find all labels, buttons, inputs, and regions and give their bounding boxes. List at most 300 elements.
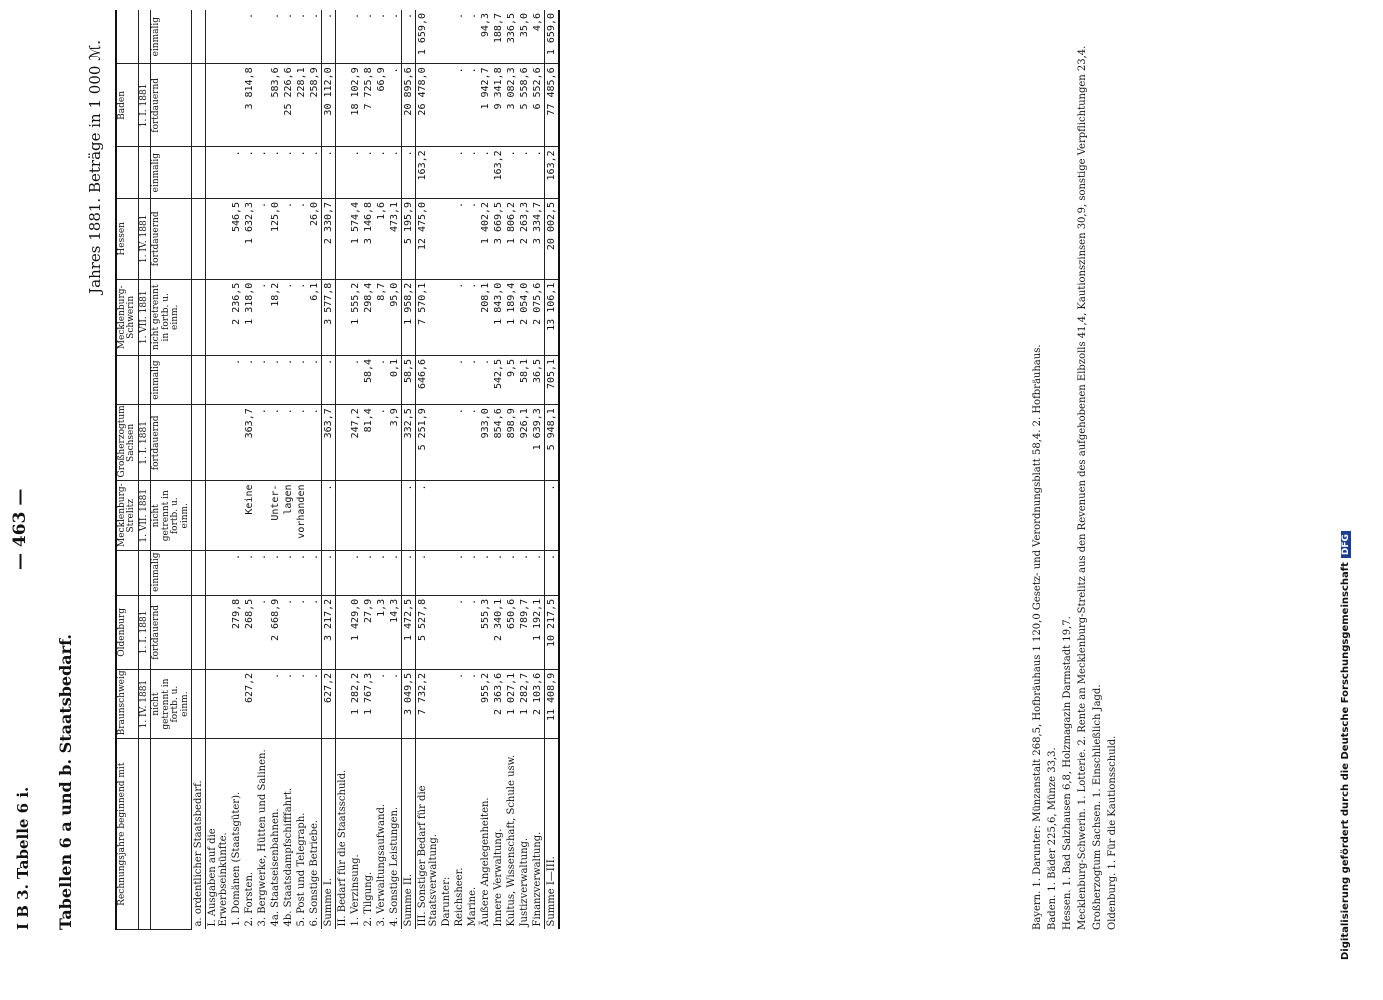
table-cell: .: [256, 355, 269, 404]
table-cell: 279,8: [230, 595, 243, 669]
table-cell: .: [479, 147, 492, 199]
table-cell: 26 478,0: [416, 64, 441, 147]
table-cell: .: [349, 10, 362, 64]
table-row: [453, 10, 466, 930]
table-cell: 18,2: [269, 279, 282, 355]
table-cell: 1,3: [375, 595, 388, 669]
table-cell: 95,0: [388, 279, 402, 355]
table-cell: .: [505, 147, 518, 199]
table-cell: 163,2: [416, 147, 441, 199]
table-cell: .: [282, 10, 295, 64]
table-cell: [192, 551, 206, 596]
table-cell: .: [388, 147, 402, 199]
table-cell: [256, 481, 269, 551]
column-header: Oldenburg: [116, 595, 138, 669]
table-cell: .: [256, 405, 269, 481]
column-header: Mecklenburg-Schwerin: [116, 279, 138, 355]
column-header: Großherzogtum Sachsen: [116, 405, 138, 481]
table-cell: 14,3: [388, 595, 402, 669]
row-label: Marine.: [467, 886, 479, 927]
table-cell: .: [545, 481, 560, 551]
column-date: [138, 355, 150, 404]
table-cell: [206, 551, 231, 596]
table-cell: 2 236,5: [230, 279, 243, 355]
table-cell: lagen: [282, 481, 295, 551]
table-cell: 12 475,0: [416, 198, 441, 279]
table-cell: [492, 481, 505, 551]
table-cell: 4,6: [531, 10, 545, 64]
table-cell: [206, 669, 231, 739]
table-cell: 208,1: [479, 279, 492, 355]
row-label: 4a. Staatseisenbahnen.: [270, 808, 282, 927]
row-label: Summe I.: [322, 739, 336, 930]
table-cell: 58,5: [402, 355, 416, 404]
table-cell: [308, 481, 322, 551]
table-row: [295, 10, 308, 930]
table-reference: I B 3. Tabelle 6 i.: [14, 786, 32, 930]
table-cell: 1 843,0: [492, 279, 505, 355]
table-cell: 2 075,6: [531, 279, 545, 355]
table-cell: 3 814,8: [243, 64, 256, 147]
table-cell: 163,2: [545, 147, 560, 199]
table-cell: .: [479, 551, 492, 596]
table-cell: [192, 198, 206, 279]
table-cell: 1 659,0: [545, 10, 560, 64]
table-cell: 30 112,0: [322, 64, 336, 147]
table-cell: 473,1: [388, 198, 402, 279]
table-cell: .: [479, 355, 492, 404]
table-cell: 546,5: [230, 198, 243, 279]
table-cell: 542,5: [492, 355, 505, 404]
table-cell: 1 659,0: [416, 10, 441, 64]
row-label: II. Bedarf für die Staatsschuld.: [336, 739, 350, 930]
table-cell: [192, 279, 206, 355]
table-cell: [440, 198, 453, 279]
table-cell: 20 002,5: [545, 198, 560, 279]
column-header: Rechnungsjahre beginnend mit: [116, 739, 138, 930]
column-subheader: einmalig: [151, 551, 192, 596]
table-cell: [440, 481, 453, 551]
table-cell: [336, 669, 350, 739]
table-cell: [206, 405, 231, 481]
table-cell: .: [282, 198, 295, 279]
table-cell: 258,9: [308, 64, 322, 147]
column-subheader: nicht getrennt in fortb. u. einm.: [151, 669, 192, 739]
table-cell: .: [230, 147, 243, 199]
table-cell: [362, 481, 375, 551]
column-date: [138, 147, 150, 199]
table-cell: .: [362, 551, 375, 596]
table-cell: [479, 481, 492, 551]
table-cell: .: [256, 198, 269, 279]
table-cell: .: [269, 10, 282, 64]
table-cell: 1 282,2: [349, 669, 362, 739]
table-cell: .: [282, 551, 295, 596]
table-cell: 20 895,6: [402, 64, 416, 147]
table-cell: 13 106,1: [545, 279, 560, 355]
column-subheader: einmalig: [151, 10, 192, 64]
column-date: 1. IV. 1881: [138, 669, 150, 739]
table-cell: [206, 481, 231, 551]
table-cell: .: [388, 669, 402, 739]
table-cell: .: [453, 405, 466, 481]
table-cell: 1 192,1: [531, 595, 545, 669]
table-cell: 7 570,1: [416, 279, 441, 355]
table-cell: .: [243, 10, 256, 64]
table-cell: .: [322, 551, 336, 596]
table-cell: [336, 595, 350, 669]
table-cell: 363,7: [322, 405, 336, 481]
table-cell: .: [466, 198, 479, 279]
footnote: Baden. 1. Bäder 225,6, Münze 33,3.: [1047, 747, 1058, 930]
table-cell: 705,1: [545, 355, 560, 404]
table-row: [322, 10, 336, 930]
column-date: [138, 10, 150, 64]
table-cell: [375, 481, 388, 551]
table-cell: 955,2: [479, 669, 492, 739]
row-label: Summe II.: [402, 739, 416, 930]
table-cell: 1,6: [375, 198, 388, 279]
table-cell: 247,2: [349, 405, 362, 481]
table-cell: .: [545, 551, 560, 596]
table-cell: 1 767,3: [362, 669, 375, 739]
table-cell: .: [282, 595, 295, 669]
table-cell: .: [375, 355, 388, 404]
table-cell: [206, 279, 231, 355]
table-row: [336, 10, 350, 930]
table-cell: .: [282, 279, 295, 355]
table-row: [479, 10, 492, 930]
table-cell: 627,2: [322, 669, 336, 739]
table-row: [349, 10, 362, 930]
table-cell: 1 958,2: [402, 279, 416, 355]
row-label: Reichsheer.: [454, 867, 466, 927]
table-cell: [230, 481, 243, 551]
table-cell: .: [466, 595, 479, 669]
row-label: Äußere Angelegenheiten.: [480, 797, 492, 927]
table-cell: 3 577,8: [322, 279, 336, 355]
row-label: Kultus, Wissenschaft, Schule usw.: [506, 754, 518, 927]
table-cell: [453, 481, 466, 551]
table-cell: .: [295, 551, 308, 596]
column-subheader: einmalig: [151, 147, 192, 199]
table-cell: .: [243, 355, 256, 404]
row-label: 1. Verzinsung.: [350, 854, 362, 927]
table-row: [402, 10, 416, 930]
table-cell: [440, 405, 453, 481]
table-cell: 125,0: [269, 198, 282, 279]
table-cell: 5 948,1: [545, 405, 560, 481]
table-cell: 7 732,2: [416, 669, 441, 739]
table-cell: [192, 147, 206, 199]
row-label: 6. Sonstige Betriebe.: [309, 819, 321, 927]
table-cell: .: [243, 147, 256, 199]
table-cell: .: [402, 10, 416, 64]
table-cell: [336, 147, 350, 199]
table-cell: 583,6: [269, 64, 282, 147]
table-cell: 268,5: [243, 595, 256, 669]
table-cell: [440, 355, 453, 404]
table-cell: .: [453, 10, 466, 64]
credit-line: [1340, 531, 1351, 960]
table-cell: .: [453, 595, 466, 669]
table-cell: 1 027,1: [505, 669, 518, 739]
table-cell: [440, 279, 453, 355]
table-cell: [440, 147, 453, 199]
table-cell: .: [453, 64, 466, 147]
table-cell: 1 429,0: [349, 595, 362, 669]
table-cell: .: [269, 551, 282, 596]
table-row: [362, 10, 375, 930]
table-cell: .: [453, 198, 466, 279]
table-cell: [388, 481, 402, 551]
table-cell: .: [295, 595, 308, 669]
table-row: [269, 10, 282, 930]
table-cell: .: [466, 64, 479, 147]
table-row: [230, 10, 243, 930]
table-cell: 8,7: [375, 279, 388, 355]
table-cell: [206, 355, 231, 404]
table-cell: 25 226,6: [282, 64, 295, 147]
table-cell: .: [308, 355, 322, 404]
table-cell: .: [308, 147, 322, 199]
table-cell: [206, 64, 231, 147]
table-cell: 7 725,8: [362, 64, 375, 147]
table-cell: .: [295, 198, 308, 279]
table-cell: .: [349, 147, 362, 199]
table-cell: .: [256, 147, 269, 199]
table-cell: 9 341,8: [492, 64, 505, 147]
table-cell: 188,7: [492, 10, 505, 64]
table-cell: .: [531, 147, 545, 199]
table-cell: .: [349, 355, 362, 404]
table-cell: 898,9: [505, 405, 518, 481]
table-cell: Unter-: [269, 481, 282, 551]
column-header: [116, 10, 138, 64]
column-date: 1. I. 1881: [138, 405, 150, 481]
row-label: Summe I—III.: [545, 739, 560, 930]
table-cell: 646,6: [416, 355, 441, 404]
table-cell: 555,3: [479, 595, 492, 669]
table-cell: .: [295, 279, 308, 355]
column-header: [116, 147, 138, 199]
table-cell: .: [230, 551, 243, 596]
table-cell: [336, 279, 350, 355]
row-label: 4b. Staatsdampfschifffahrt.: [283, 787, 295, 927]
table-cell: .: [322, 147, 336, 199]
table-cell: .: [282, 147, 295, 199]
table-cell: 6,1: [308, 279, 322, 355]
table-cell: .: [466, 10, 479, 64]
table-cell: 94,3: [479, 10, 492, 64]
table-row: [192, 10, 206, 930]
table-cell: [336, 355, 350, 404]
table-cell: 2 103,6: [531, 669, 545, 739]
table-cell: .: [322, 481, 336, 551]
table-cell: .: [295, 405, 308, 481]
row-label: I. Ausgaben auf die Erwerbseinkünfte.: [206, 739, 231, 930]
table-cell: .: [388, 10, 402, 64]
table-cell: 3 082,3: [505, 64, 518, 147]
footnote: Bayern. 1. Darunter: Münzanstalt 268,5, Hofbräuhaus 1 120,0 Gesetz- und Verordnungsblatt 58,4. 2. Hofbräuhaus.: [1032, 344, 1043, 930]
column-header: Braunschweig: [116, 669, 138, 739]
table-cell: [256, 10, 269, 64]
table-row: [375, 10, 388, 930]
row-label: III. Sonstiger Bedarf für die Staatsverwaltung.: [416, 739, 441, 930]
table-cell: [440, 10, 453, 64]
table-cell: Keine: [243, 481, 256, 551]
table-cell: .: [295, 10, 308, 64]
table-cell: 5 195,9: [402, 198, 416, 279]
table-cell: 1 189,4: [505, 279, 518, 355]
table-cell: 1 639,3: [531, 405, 545, 481]
table-cell: .: [531, 551, 545, 596]
table-cell: .: [466, 279, 479, 355]
table-cell: [531, 481, 545, 551]
table-cell: 854,6: [492, 405, 505, 481]
column-header: Mecklenburg-Strelitz: [116, 481, 138, 551]
column-date: [138, 739, 150, 930]
row-label: 2. Tilgung.: [363, 871, 375, 927]
table-cell: .: [243, 551, 256, 596]
column-date: [138, 551, 150, 596]
table-cell: 1 555,2: [349, 279, 362, 355]
column-date: 1. I. 1881: [138, 595, 150, 669]
table-cell: [336, 198, 350, 279]
table-cell: .: [466, 405, 479, 481]
table-cell: .: [282, 355, 295, 404]
table-cell: [192, 10, 206, 64]
table-cell: 298,4: [362, 279, 375, 355]
table-cell: .: [256, 551, 269, 596]
table-cell: [192, 669, 206, 739]
column-date: 1. VII. 1881: [138, 279, 150, 355]
table-cell: [206, 147, 231, 199]
table-cell: .: [295, 147, 308, 199]
table-cell: 2 363,6: [492, 669, 505, 739]
table-row: [256, 10, 269, 930]
table-cell: .: [269, 147, 282, 199]
column-subheader: fortdauernd: [151, 595, 192, 669]
row-label: 4. Sonstige Leistungen.: [389, 806, 401, 927]
table-cell: [336, 551, 350, 596]
row-label: Darunter:: [441, 876, 453, 927]
budget-table: [115, 10, 560, 930]
column-subheader: [151, 739, 192, 930]
table-cell: [336, 405, 350, 481]
table-cell: 2 668,9: [269, 595, 282, 669]
table-cell: [336, 64, 350, 147]
table-cell: [505, 481, 518, 551]
table-cell: 2 263,3: [518, 198, 531, 279]
table-cell: 5 558,6: [518, 64, 531, 147]
table-cell: .: [466, 355, 479, 404]
table-cell: [349, 481, 362, 551]
table-cell: 926,1: [518, 405, 531, 481]
table-cell: .: [375, 405, 388, 481]
row-label: Finanzverwaltung.: [532, 831, 544, 927]
page-subtitle: Jahres 1881. Beträge in 1 000 ℳ.: [86, 40, 104, 294]
column-subheader: nicht getrennt in fortb. u. einm.: [151, 481, 192, 551]
table-cell: .: [322, 355, 336, 404]
table-row: [492, 10, 505, 930]
page-header: [8, 0, 38, 1000]
table-row: [545, 10, 560, 930]
table-cell: [440, 64, 453, 147]
table-cell: 627,2: [243, 669, 256, 739]
column-header: Hessen: [116, 198, 138, 279]
table-cell: 77 485,6: [545, 64, 560, 147]
table-cell: 3,9: [388, 405, 402, 481]
row-label: Innere Verwaltung.: [493, 828, 505, 927]
table-row: [416, 10, 441, 930]
table-cell: [206, 595, 231, 669]
table-cell: .: [269, 355, 282, 404]
column-header: Baden: [116, 64, 138, 147]
table-cell: 3 334,7: [531, 198, 545, 279]
column-date: 1. VII. 1881: [138, 481, 150, 551]
table-cell: 650,6: [505, 595, 518, 669]
table-cell: 11 408,9: [545, 669, 560, 739]
table-cell: .: [375, 147, 388, 199]
table-row: [440, 10, 453, 930]
table-cell: 3 049,5: [402, 669, 416, 739]
table-cell: .: [362, 10, 375, 64]
table-cell: [336, 481, 350, 551]
table-cell: 1 282,7: [518, 669, 531, 739]
table-cell: .: [322, 10, 336, 64]
table-cell: .: [295, 355, 308, 404]
page-number: — 463 —: [10, 488, 30, 570]
table-cell: .: [282, 669, 295, 739]
column-header: [116, 355, 138, 404]
table-cell: .: [295, 669, 308, 739]
column-subheader: einmalig: [151, 355, 192, 404]
table-cell: .: [402, 147, 416, 199]
table-cell: 0,1: [388, 355, 402, 404]
table-cell: .: [349, 551, 362, 596]
table-cell: [440, 551, 453, 596]
table-cell: 1 942,7: [479, 64, 492, 147]
table-cell: .: [518, 147, 531, 199]
row-label: Justizverwaltung.: [519, 837, 531, 927]
table-cell: .: [308, 595, 322, 669]
table-row: [206, 10, 231, 930]
table-cell: .: [256, 595, 269, 669]
table-cell: [206, 198, 231, 279]
table-cell: .: [308, 551, 322, 596]
table-cell: 228,1: [295, 64, 308, 147]
column-subheader: fortdauernd: [151, 64, 192, 147]
table-cell: 1 318,0: [243, 279, 256, 355]
row-label: 3. Bergwerke, Hütten und Salinen.: [257, 749, 269, 927]
table-cell: 1 632,3: [243, 198, 256, 279]
table-cell: 6 552,6: [531, 64, 545, 147]
table-cell: .: [282, 405, 295, 481]
table-cell: .: [362, 147, 375, 199]
column-date: 1. I. 1881: [138, 64, 150, 147]
table-cell: [230, 405, 243, 481]
column-subheader: fortdauernd: [151, 198, 192, 279]
table-cell: .: [230, 355, 243, 404]
table-cell: .: [308, 669, 322, 739]
row-label: 5. Post und Telegraph.: [296, 812, 308, 927]
table-cell: [230, 669, 243, 739]
table-cell: 36,5: [531, 355, 545, 404]
table-cell: [440, 669, 453, 739]
table-cell: 3 146,8: [362, 198, 375, 279]
row-label: 3. Verwaltungsaufwand.: [376, 803, 388, 927]
